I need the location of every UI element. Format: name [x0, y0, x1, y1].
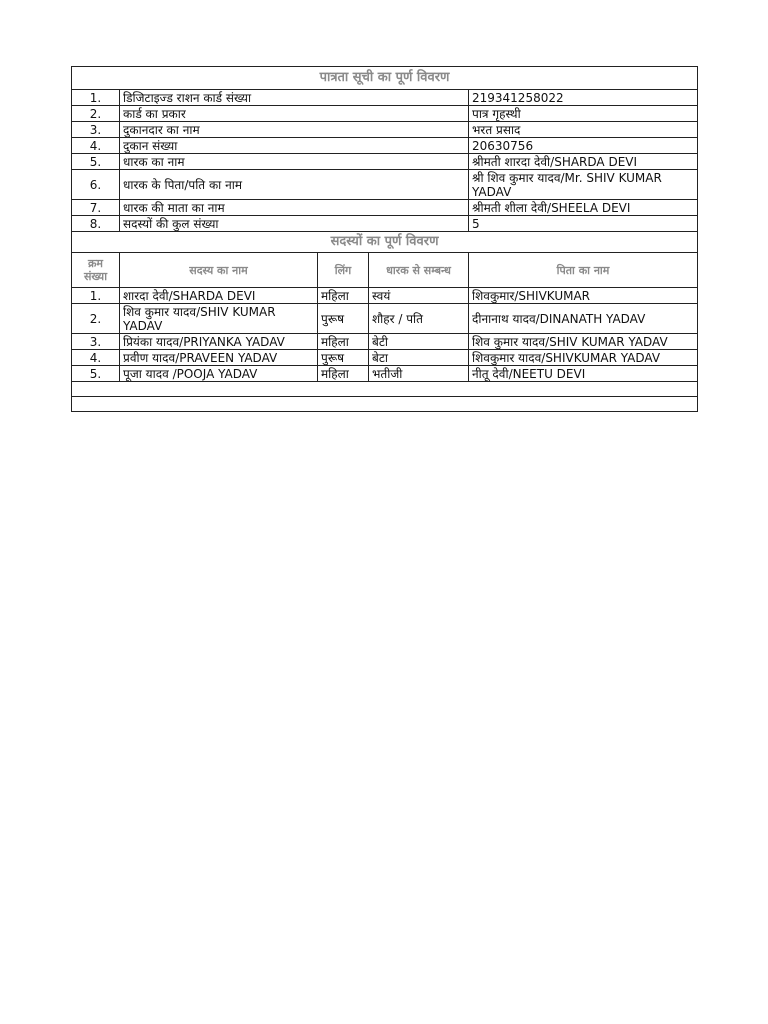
member-relation: स्वयं — [369, 288, 469, 304]
page-title: पात्रता सूची का पूर्ण विवरण — [72, 67, 698, 90]
member-gender: महिला — [318, 334, 369, 350]
eligibility-document — [71, 66, 697, 412]
members-header-row — [72, 253, 698, 288]
header-relation: धारक से सम्बन्ध — [369, 253, 469, 288]
header-serial: क्रम संख्या — [72, 253, 120, 288]
header-gender: लिंग — [318, 253, 369, 288]
detail-row — [72, 138, 698, 154]
member-gender: महिला — [318, 366, 369, 382]
member-name: प्रियंका यादव/PRIYANKA YADAV — [120, 334, 318, 350]
detail-number: 5. — [72, 154, 120, 170]
member-gender: पुरूष — [318, 350, 369, 366]
member-row — [72, 350, 698, 366]
detail-number: 2. — [72, 106, 120, 122]
blank-cell — [72, 382, 698, 397]
detail-row — [72, 200, 698, 216]
detail-value: 219341258022 — [469, 90, 698, 106]
detail-value: श्रीमती शारदा देवी/SHARDA DEVI — [469, 154, 698, 170]
detail-number: 3. — [72, 122, 120, 138]
member-father: नीतू देवी/NEETU DEVI — [469, 366, 698, 382]
detail-label: डिजिटाइज्ड राशन कार्ड संख्या — [120, 90, 469, 106]
member-row — [72, 304, 698, 334]
member-father: शिव कुमार यादव/SHIV KUMAR YADAV — [469, 334, 698, 350]
member-father: शिवकुमार यादव/SHIVKUMAR YADAV — [469, 350, 698, 366]
detail-number: 8. — [72, 216, 120, 232]
member-relation: शौहर / पति — [369, 304, 469, 334]
detail-row — [72, 216, 698, 232]
detail-label: धारक के पिता/पति का नाम — [120, 170, 469, 200]
detail-number: 4. — [72, 138, 120, 154]
members-section-title: सदस्यों का पूर्ण विवरण — [72, 232, 698, 253]
detail-row — [72, 170, 698, 200]
member-father: दीनानाथ यादव/DINANATH YADAV — [469, 304, 698, 334]
member-name: पूजा यादव /POOJA YADAV — [120, 366, 318, 382]
detail-number: 7. — [72, 200, 120, 216]
blank-row — [72, 382, 698, 397]
header-father: पिता का नाम — [469, 253, 698, 288]
member-relation: भतीजी — [369, 366, 469, 382]
member-relation: बेटा — [369, 350, 469, 366]
detail-row — [72, 106, 698, 122]
member-name: शिव कुमार यादव/SHIV KUMAR YADAV — [120, 304, 318, 334]
member-gender: पुरूष — [318, 304, 369, 334]
member-row — [72, 288, 698, 304]
detail-label: धारक की माता का नाम — [120, 200, 469, 216]
detail-label: दुकानदार का नाम — [120, 122, 469, 138]
detail-label: धारक का नाम — [120, 154, 469, 170]
member-father: शिवकुमार/SHIVKUMAR — [469, 288, 698, 304]
detail-value: श्री शिव कुमार यादव/Mr. SHIV KUMAR YADAV — [469, 170, 698, 200]
member-number: 5. — [72, 366, 120, 382]
member-number: 1. — [72, 288, 120, 304]
member-name: प्रवीण यादव/PRAVEEN YADAV — [120, 350, 318, 366]
detail-label: दुकान संख्या — [120, 138, 469, 154]
detail-value: भरत प्रसाद — [469, 122, 698, 138]
header-name: सदस्य का नाम — [120, 253, 318, 288]
blank-cell — [72, 397, 698, 412]
eligibility-table — [71, 66, 698, 412]
member-row — [72, 334, 698, 350]
detail-number: 1. — [72, 90, 120, 106]
detail-row — [72, 122, 698, 138]
detail-value: 20630756 — [469, 138, 698, 154]
detail-label: कार्ड का प्रकार — [120, 106, 469, 122]
member-relation: बेटी — [369, 334, 469, 350]
detail-number: 6. — [72, 170, 120, 200]
member-number: 4. — [72, 350, 120, 366]
member-number: 3. — [72, 334, 120, 350]
member-number: 2. — [72, 304, 120, 334]
detail-value: पात्र गृहस्थी — [469, 106, 698, 122]
detail-row — [72, 154, 698, 170]
detail-label: सदस्यों की कुल संख्या — [120, 216, 469, 232]
detail-value: श्रीमती शीला देवी/SHEELA DEVI — [469, 200, 698, 216]
member-gender: महिला — [318, 288, 369, 304]
blank-row — [72, 397, 698, 412]
detail-row — [72, 90, 698, 106]
detail-value: 5 — [469, 216, 698, 232]
member-name: शारदा देवी/SHARDA DEVI — [120, 288, 318, 304]
member-row — [72, 366, 698, 382]
